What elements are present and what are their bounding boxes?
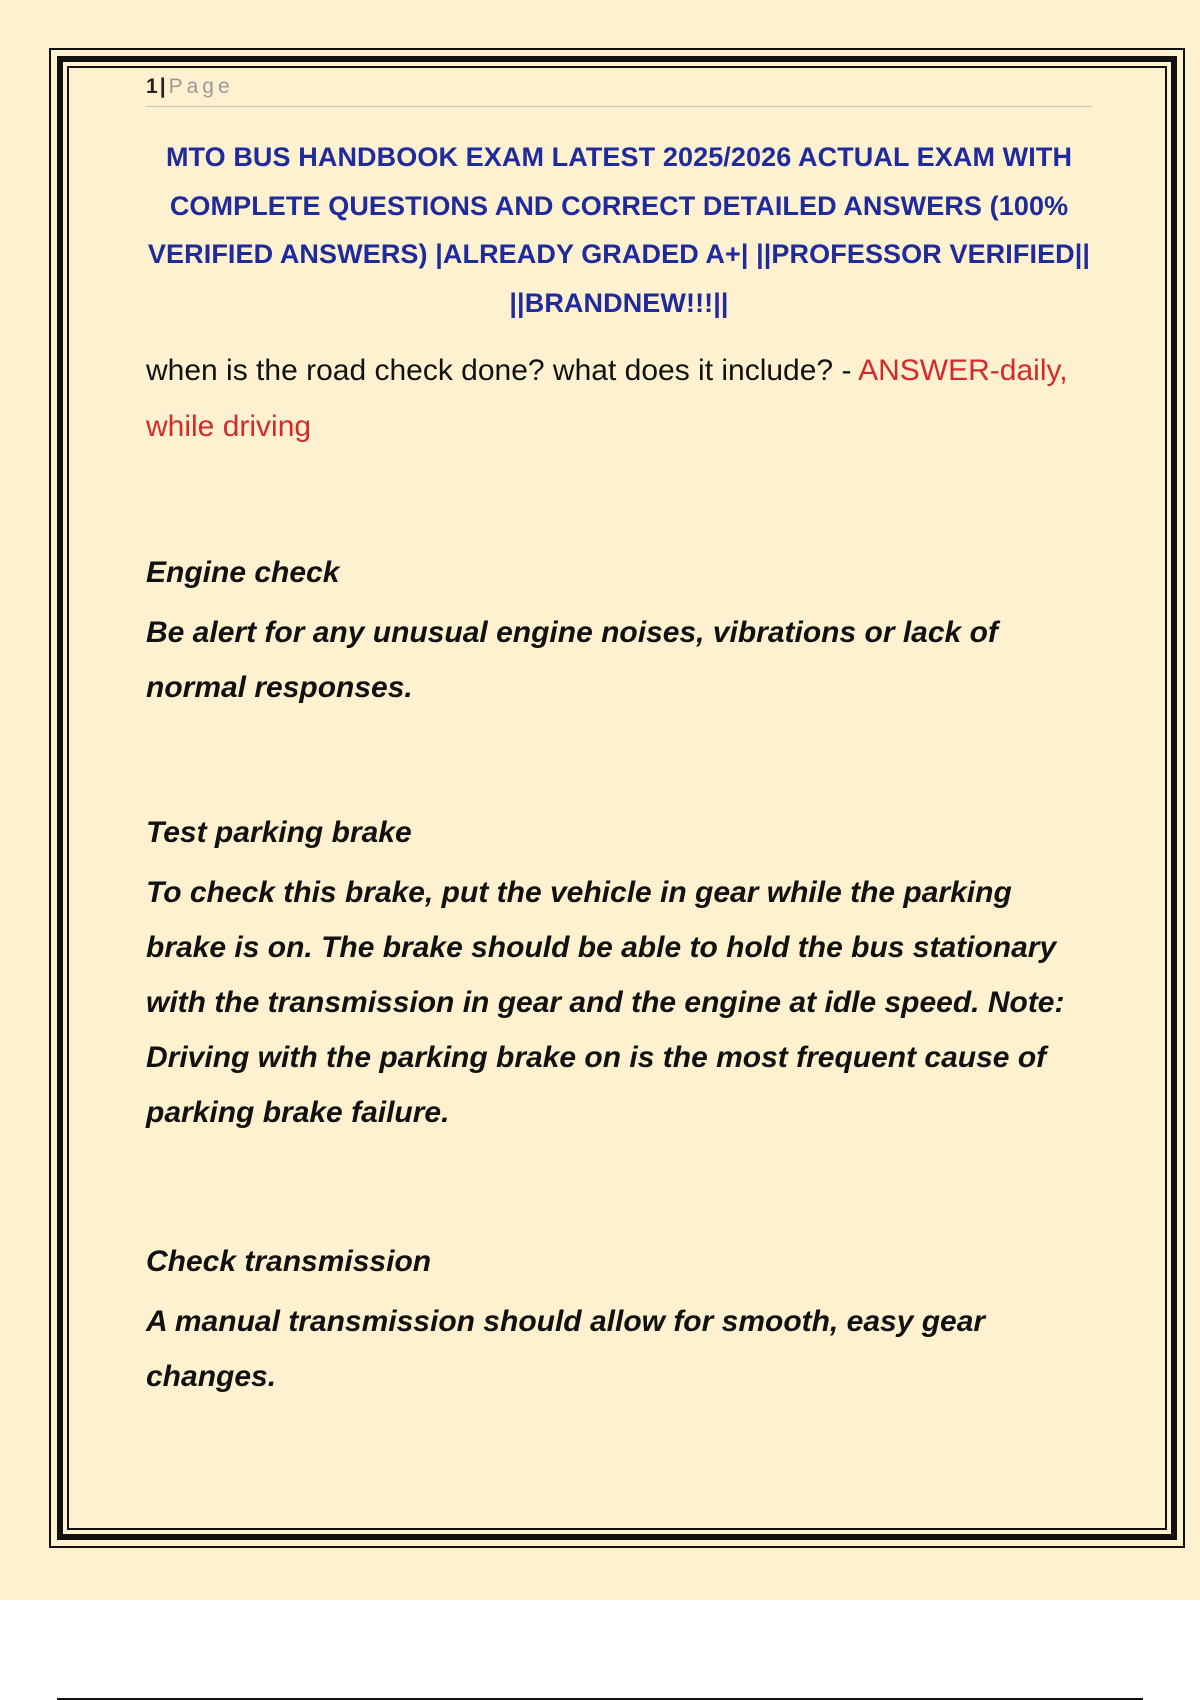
page-content (146, 72, 1092, 1404)
section-body-engine-check: Be alert for any unusual engine noises, vibrations or lack of normal responses. (146, 616, 998, 704)
page-number: 1 (146, 75, 158, 98)
answer-text: ANSWER-daily, while driving (146, 354, 1068, 443)
document-title: MTO BUS HANDBOOK EXAM LATEST 2025/2026 ACTUAL EXAM WITH COMPLETE QUESTIONS AND CORRECT DETAILED ANSWERS (100% VERIFIED ANSWERS) |ALREADY GRADED A+| ||PROFESSOR VERIFIED|| ||BRANDNEW!!!|| (147, 142, 1091, 318)
page-label: Page (168, 75, 234, 98)
question-text: when is the road check done? what does it include? - (146, 354, 859, 387)
section-heading-engine-check: Engine check (146, 556, 340, 589)
page-separator: | (159, 75, 166, 98)
section-heading-transmission: Check transmission (146, 1245, 432, 1278)
question-answer (146, 343, 1092, 455)
section-body-transmission: A manual transmission should allow for smooth, easy gear changes. (146, 1305, 986, 1393)
section-heading-parking-brake: Test parking brake (146, 816, 412, 849)
section-body-parking-brake: To check this brake, put the vehicle in gear while the parking brake is on. The brake should be able to hold the bus stationary with the transmission in gear and the engine at idle speed. Note: Driving with the parking brake on is the most frequent cause of parking brake failure. (146, 876, 1065, 1129)
page-header (146, 72, 1092, 107)
